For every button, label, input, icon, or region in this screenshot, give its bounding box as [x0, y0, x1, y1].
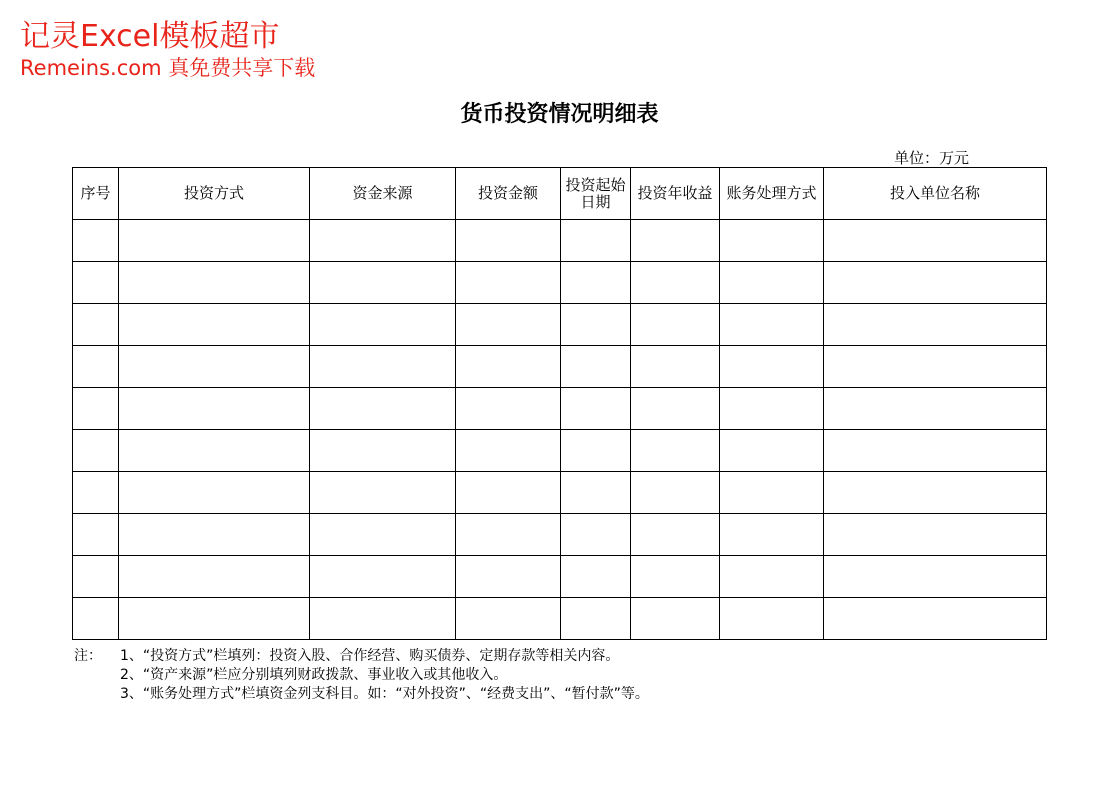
table-row	[73, 514, 1047, 556]
table-cell[interactable]	[720, 262, 824, 304]
table-cell[interactable]	[824, 262, 1047, 304]
table-cell[interactable]	[73, 430, 119, 472]
table-cell[interactable]	[310, 304, 456, 346]
table-row	[73, 388, 1047, 430]
table-cell[interactable]	[73, 472, 119, 514]
table-cell[interactable]	[456, 388, 561, 430]
header-cell-method[interactable]: 投资方式	[119, 168, 310, 220]
header-cell-accounting[interactable]: 账务处理方式	[720, 168, 824, 220]
table-cell[interactable]	[631, 514, 720, 556]
table-cell[interactable]	[720, 220, 824, 262]
table-cell[interactable]	[561, 304, 631, 346]
table-cell[interactable]	[720, 430, 824, 472]
table-cell[interactable]	[119, 430, 310, 472]
table-cell[interactable]	[631, 430, 720, 472]
watermark-subtitle: Remeins.com 真免费共享下载	[20, 56, 316, 80]
table-cell[interactable]	[310, 262, 456, 304]
table-cell[interactable]	[119, 346, 310, 388]
table-cell[interactable]	[456, 220, 561, 262]
notes-prefix: 注：	[74, 648, 102, 664]
table-cell[interactable]	[119, 220, 310, 262]
header-cell-index[interactable]: 序号	[73, 168, 119, 220]
table-cell[interactable]	[73, 304, 119, 346]
table-cell[interactable]	[310, 388, 456, 430]
table-cell[interactable]	[631, 598, 720, 640]
table-cell[interactable]	[720, 598, 824, 640]
sheet-title: 货币投资情况明细表	[460, 102, 659, 127]
table-cell[interactable]	[561, 262, 631, 304]
table-cell[interactable]	[631, 472, 720, 514]
table-cell[interactable]	[73, 262, 119, 304]
table-row	[73, 262, 1047, 304]
header-cell-start-date[interactable]: 投资起始 日期	[561, 168, 631, 220]
table-row	[73, 472, 1047, 514]
table-cell[interactable]	[456, 556, 561, 598]
table-cell[interactable]	[73, 514, 119, 556]
table-cell[interactable]	[824, 304, 1047, 346]
table-cell[interactable]	[456, 346, 561, 388]
note-item	[74, 666, 649, 685]
table-cell[interactable]	[456, 472, 561, 514]
table-cell[interactable]	[310, 220, 456, 262]
table-cell[interactable]	[720, 346, 824, 388]
table-cell[interactable]	[456, 598, 561, 640]
note-item	[74, 647, 649, 666]
table-cell[interactable]	[119, 472, 310, 514]
table-cell[interactable]	[73, 346, 119, 388]
table-cell[interactable]	[824, 472, 1047, 514]
table-cell[interactable]	[561, 472, 631, 514]
table-cell[interactable]	[824, 556, 1047, 598]
header-cell-investee[interactable]: 投入单位名称	[824, 168, 1047, 220]
table-row	[73, 346, 1047, 388]
table-cell[interactable]	[561, 346, 631, 388]
table-cell[interactable]	[631, 304, 720, 346]
note-text: 3、“账务处理方式”栏填资金列支科目。如：“对外投资”、“经费支出”、“暂付款”等。	[120, 686, 649, 702]
note-text: 2、“资产来源”栏应分别填列财政拨款、事业收入或其他收入。	[120, 667, 508, 683]
table-cell[interactable]	[73, 598, 119, 640]
table-cell[interactable]	[631, 556, 720, 598]
table-cell[interactable]	[310, 514, 456, 556]
header-row	[73, 168, 1047, 220]
header-cell-amount[interactable]: 投资金额	[456, 168, 561, 220]
table-cell[interactable]	[631, 346, 720, 388]
table-cell[interactable]	[310, 556, 456, 598]
table-cell[interactable]	[824, 220, 1047, 262]
table-cell[interactable]	[119, 262, 310, 304]
table-cell[interactable]	[119, 388, 310, 430]
table-cell[interactable]	[561, 556, 631, 598]
table-row	[73, 598, 1047, 640]
table-cell[interactable]	[561, 514, 631, 556]
table-cell[interactable]	[310, 472, 456, 514]
table-row	[73, 220, 1047, 262]
table-cell[interactable]	[720, 388, 824, 430]
table-cell[interactable]	[119, 304, 310, 346]
table-cell[interactable]	[824, 430, 1047, 472]
table-cell[interactable]	[720, 514, 824, 556]
table-cell[interactable]	[310, 598, 456, 640]
table-cell[interactable]	[310, 430, 456, 472]
table-cell[interactable]	[456, 304, 561, 346]
table-cell[interactable]	[561, 220, 631, 262]
table-cell[interactable]	[119, 556, 310, 598]
table-cell[interactable]	[561, 388, 631, 430]
table-cell[interactable]	[631, 220, 720, 262]
header-cell-source[interactable]: 资金来源	[310, 168, 456, 220]
unit-label: 单位：万元	[894, 149, 970, 167]
table-cell[interactable]	[561, 598, 631, 640]
table-row	[73, 556, 1047, 598]
table-cell[interactable]	[720, 556, 824, 598]
table-cell[interactable]	[824, 388, 1047, 430]
table-cell[interactable]	[631, 388, 720, 430]
table-cell[interactable]	[824, 514, 1047, 556]
table-cell[interactable]	[456, 262, 561, 304]
watermark-title: 记灵Excel模板超市	[20, 19, 280, 54]
table-cell[interactable]	[73, 556, 119, 598]
table-row	[73, 430, 1047, 472]
table-cell[interactable]	[824, 598, 1047, 640]
table-row	[73, 304, 1047, 346]
table-cell[interactable]	[119, 514, 310, 556]
table-cell[interactable]	[561, 430, 631, 472]
table-cell[interactable]	[456, 430, 561, 472]
investment-table	[72, 167, 1047, 640]
watermark-logo	[20, 18, 315, 80]
table-cell[interactable]	[456, 514, 561, 556]
table-cell[interactable]	[720, 304, 824, 346]
table-cell[interactable]	[720, 472, 824, 514]
table-cell[interactable]	[73, 388, 119, 430]
table-cell[interactable]	[119, 598, 310, 640]
notes-section	[74, 647, 649, 704]
header-cell-annual-return[interactable]: 投资年收益	[631, 168, 720, 220]
table-cell[interactable]	[824, 346, 1047, 388]
note-item	[74, 685, 649, 704]
table-cell[interactable]	[73, 220, 119, 262]
table-cell[interactable]	[631, 262, 720, 304]
note-text: 1、“投资方式”栏填列：投资入股、合作经营、购买债券、定期存款等相关内容。	[120, 648, 620, 664]
table-cell[interactable]	[310, 346, 456, 388]
